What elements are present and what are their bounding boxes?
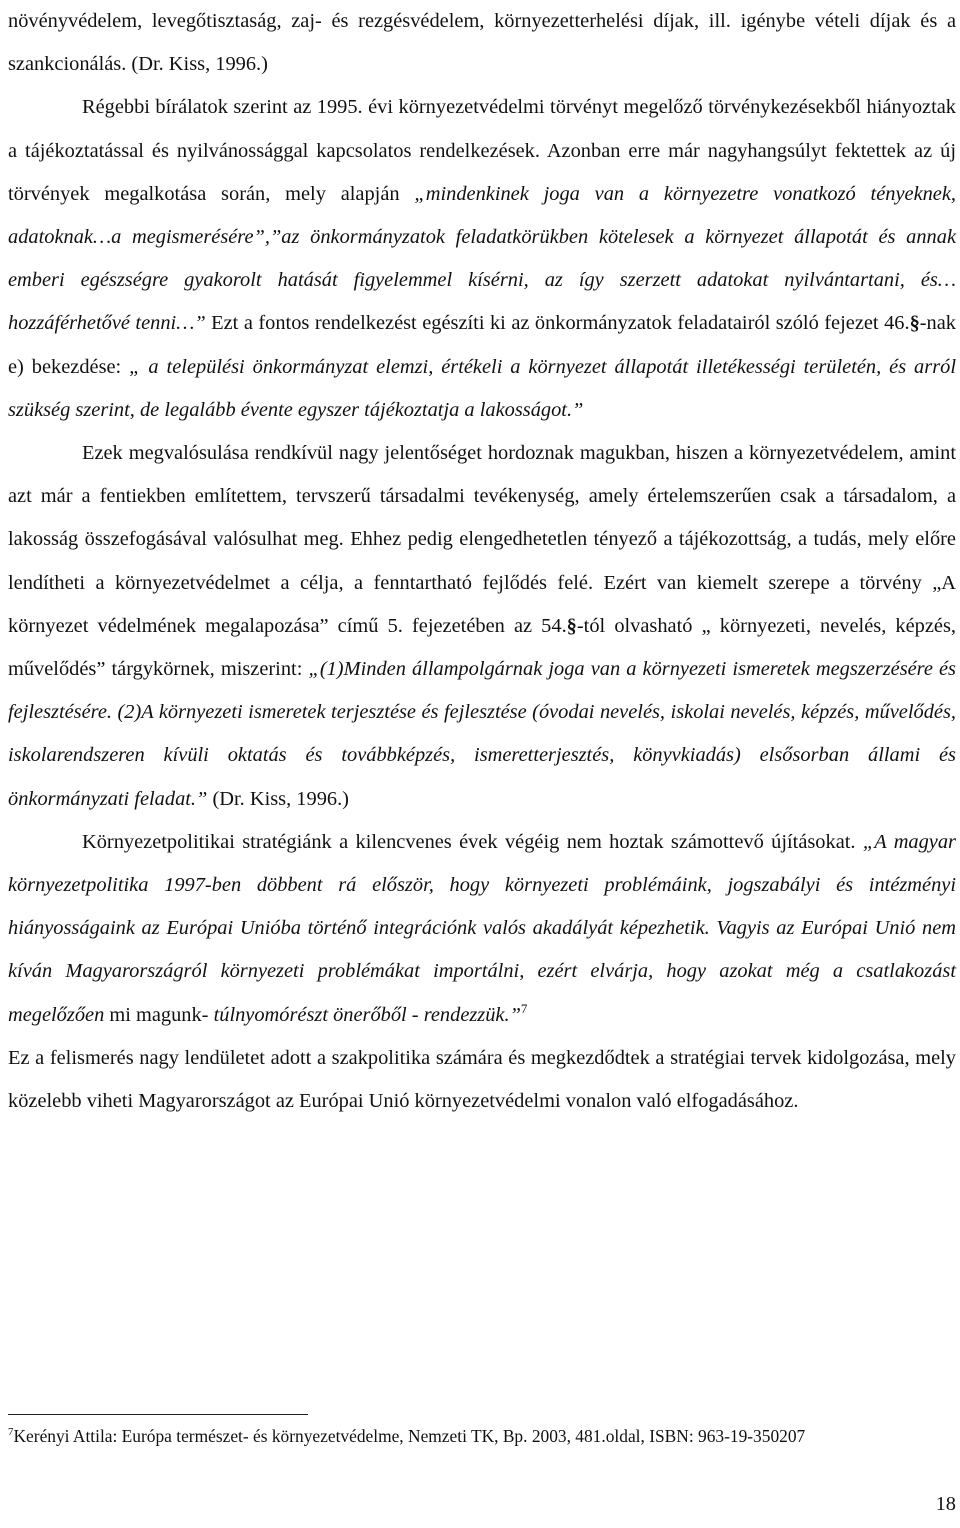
footnote — [8, 1424, 956, 1449]
p2-text-2: Ezt a fontos rendelkezést egészíti ki az önkormányzatok feladatairól szóló fejezet 46. — [205, 312, 910, 335]
p3-text-2: -tól olvasható „ környezeti, nevelés, képzés, művelődés” tárgykörnek, miszerint: — [8, 614, 956, 681]
p2-text-3: -nak e) bekezdése: — [8, 312, 956, 378]
p2-quote-2: „ a települési önkormányzat elemzi, értékeli a környezet állapotát illetékességi területén, és arról szükség szerint, de legalább évente egyszer tájékoztatja a lakosságot.” — [8, 355, 956, 421]
p3-section-sign: § — [566, 614, 577, 637]
footnote-separator — [8, 1414, 308, 1415]
footnote-reference: 7 — [520, 1000, 528, 1016]
p3-text-1: Ezek megvalósulása rendkívül nagy jelentőséget hordoznak magukban, hiszen a környezetvédelem, amint azt már a fentiekben említettem, tervszerű társadalmi tevékenység, amely értelemszerűen csak a társadalom, a lakosság összefogásával valósulhat meg. Ehhez pedig elengedhetetlen tényező a tájékozottság, a tudás, mely előre lendítheti a környezetvédelmet a célja, a fenntartható fejlődés felé. Ezért van kiemelt szerepe a törvény „A környezet védelmének megalapozása” című 5. fejezetében az 54. — [8, 442, 956, 637]
p4-quote-1: „A magyar környezetpolitika 1997-ben döbbent rá először, hogy környezeti problémáink, jogszabályi és intézményi hiányosságaink az Európai Unióba történő integrációnk valós akadályát képezhetik. Vagyis az Európai Unió nem kíván Magyarországról környezeti problémákat importálni, ezért elvárja, hogy azokat még a csatlakozást megelőzően — [8, 830, 956, 1026]
footnote-text: Kerényi Attila: Európa természet- és környezetvédelme, Nemzeti TK, Bp. 2003, 481.oldal, ISBN: 963-19-350207 — [13, 1426, 806, 1446]
p4-text-2: mi magunk- — [104, 1003, 214, 1026]
p2-text-1: Régebbi bírálatok szerint az 1995. évi környezetvédelmi törvényt megelőző törvénykezésekből hiányoztak a tájékoztatással és nyilvánossággal kapcsolatos rendelkezések. Azonban erre már nagyhangsúlyt fektettek az új törvények megalkotása során, mely alapján — [8, 96, 956, 205]
p3-text-3: (Dr. Kiss, 1996.) — [207, 787, 349, 810]
p4-quote-2: túlnyomórészt önerőből - rendezzük.” — [213, 1003, 521, 1026]
paragraph-3 — [8, 432, 956, 821]
footnote-number: 7 — [8, 1426, 14, 1439]
p3-quote: „(1)Minden állampolgárnak joga van a környezeti ismeretek megszerzésére és fejlesztésére. (2)A környezeti ismeretek terjesztése és fejlesztése (óvodai nevelés, iskolai nevelés, képzés, művelődés, iskolarendszeren kívüli oktatás és továbbképzés, ismeretterjesztés, könyvkiadás) elsősorban állami és önkormányzati feladat.” — [8, 658, 956, 810]
page-number: 18 — [935, 1493, 956, 1515]
paragraph-4 — [8, 821, 956, 1037]
p2-section-sign: § — [909, 312, 920, 335]
body-text — [8, 0, 956, 1123]
paragraph-2 — [8, 86, 956, 432]
paragraph-5: Ez a felismerés nagy lendületet adott a szakpolitika számára és megkezdődtek a stratégiai tervek kidolgozása, mely közelebb viheti Magyarországot az Európai Unió környezetvédelmi vonalon való elfogadásához. — [8, 1046, 956, 1113]
p2-quote-1: „mindenkinek joga van a környezetre vonatkozó tényeknek, adatoknak…a megismerésére”,”az önkormányzatok feladatkörükben kötelesek a környezet állapotát és annak emberi egészségre gyakorolt hatását figyelemmel kísérni, az így szerzett adatokat nyilvántartani, és…hozzáférhetővé tenni…” — [8, 182, 957, 335]
paragraph-1: növényvédelem, levegőtisztaság, zaj- és rezgésvédelem, környezetterhelési díjak, ill. igénybe vételi díjak és a szankcionálás. (Dr. Kiss, 1996.) — [8, 10, 956, 76]
p4-text-1: Környezetpolitikai stratégiánk a kilencvenes évek végéig nem hoztak számottevő újításokat. — [82, 830, 863, 853]
